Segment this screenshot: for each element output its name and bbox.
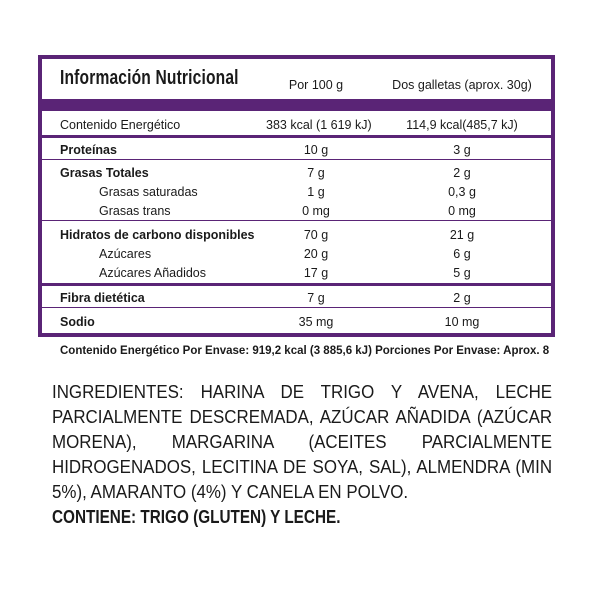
row-divider bbox=[42, 159, 551, 160]
header-divider bbox=[42, 99, 551, 111]
row-divider bbox=[42, 283, 551, 286]
row-value-per-100g: 35 mg bbox=[298, 315, 334, 329]
row-value-per-serving: 5 g bbox=[453, 266, 471, 280]
nutrition-facts-table bbox=[38, 55, 555, 337]
row-value-per-100g: 70 g bbox=[303, 228, 329, 242]
row-label: Grasas trans bbox=[99, 204, 171, 218]
row-value-per-serving: 0 mg bbox=[448, 204, 476, 218]
row-label: Sodio bbox=[60, 315, 95, 329]
row-value-per-serving: 3 g bbox=[453, 143, 471, 157]
package-energy-note: Contenido Energético Por Envase: 919,2 kcal (3 885,6 kJ) Porciones Por Envase: Aprox. 8 bbox=[60, 345, 550, 357]
row-value-per-serving: 2 g bbox=[453, 291, 471, 305]
row-value-per-serving: 114,9 kcal(485,7 kJ) bbox=[406, 118, 518, 132]
row-value-per-serving: 0,3 g bbox=[448, 185, 476, 199]
row-value-per-100g: 20 g bbox=[303, 247, 329, 261]
row-value-per-serving: 6 g bbox=[453, 247, 471, 261]
row-divider bbox=[42, 307, 551, 308]
column-header-per-serving: Dos galletas (aprox. 30g) bbox=[392, 78, 532, 92]
row-value-per-100g: 0 mg bbox=[302, 204, 330, 218]
row-label: Grasas saturadas bbox=[99, 185, 198, 199]
row-value-per-100g: 10 g bbox=[303, 143, 329, 157]
row-label: Grasas Totales bbox=[60, 166, 149, 180]
allergen-statement: CONTIENE: TRIGO (GLUTEN) Y LECHE. bbox=[52, 507, 341, 527]
row-value-per-100g: 7 g bbox=[307, 166, 325, 180]
row-value-per-100g: 1 g bbox=[307, 185, 325, 199]
row-label: Azúcares Añadidos bbox=[99, 266, 207, 280]
row-value-per-100g: 17 g bbox=[303, 266, 329, 280]
row-label: Hidratos de carbono disponibles bbox=[60, 228, 255, 242]
row-label: Fibra dietética bbox=[60, 291, 145, 305]
row-label: Contenido Energético bbox=[60, 118, 181, 132]
row-value-per-serving: 10 mg bbox=[444, 315, 480, 329]
row-label: Azúcares bbox=[99, 247, 152, 261]
row-divider bbox=[42, 220, 551, 221]
table-title: Información Nutricional bbox=[60, 67, 239, 89]
column-header-per-100g: Por 100 g bbox=[288, 78, 344, 92]
row-divider bbox=[42, 135, 551, 138]
row-label: Proteínas bbox=[60, 143, 117, 157]
row-value-per-100g: 7 g bbox=[307, 291, 325, 305]
row-value-per-100g: 383 kcal (1 619 kJ) bbox=[266, 118, 372, 132]
row-value-per-serving: 2 g bbox=[453, 166, 471, 180]
ingredients-text: INGREDIENTES: HARINA DE TRIGO Y AVENA, LECHE PARCIALMENTE DESCREMADA, AZÚCAR AÑADIDA (AZÚCAR MORENA), MARGARINA (ACEITES PARCIALMENTE HIDROGENADOS, LECITINA DE SOYA, SAL), ALMENDRA (MIN 5%), AMARANTO (4%) Y CANELA EN POLVO. bbox=[52, 382, 553, 502]
row-value-per-serving: 21 g bbox=[449, 228, 475, 242]
